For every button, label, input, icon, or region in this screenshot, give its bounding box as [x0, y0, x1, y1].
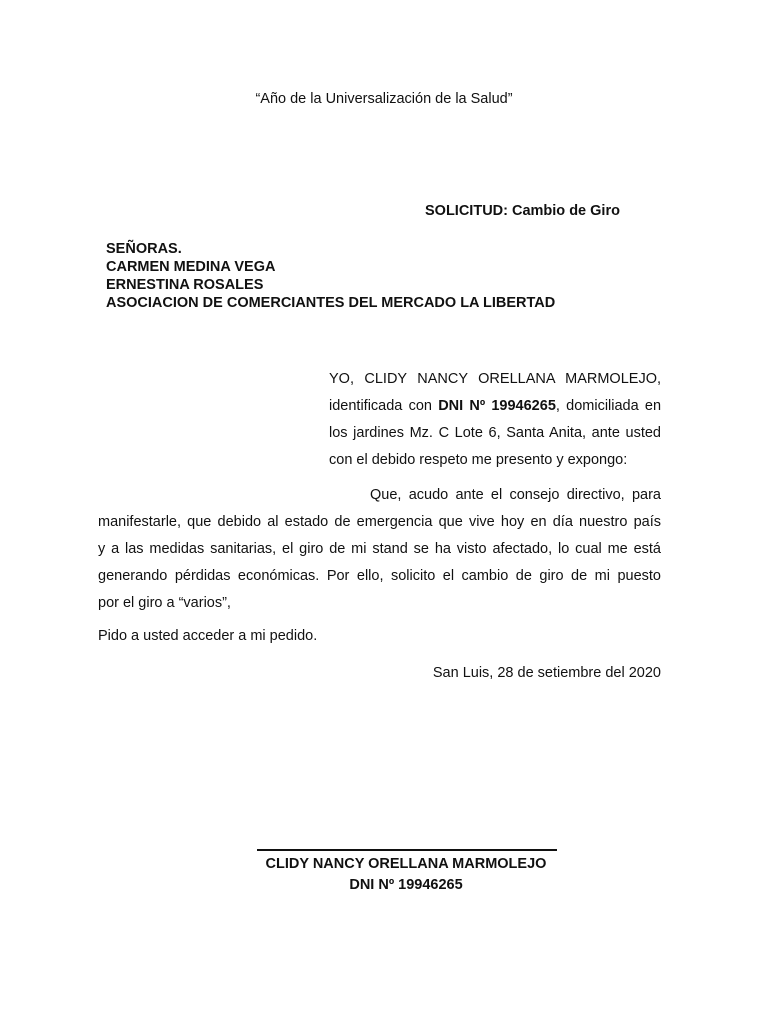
- recipients-block: [106, 240, 555, 312]
- signature-dni: DNI Nº 19946265: [349, 877, 463, 893]
- body-line: por el giro a “varios”,: [98, 595, 231, 611]
- intro-line: YO, CLIDY NANCY ORELLANA MARMOLEJO,: [329, 371, 661, 387]
- body-line: manifestarle, que debido al estado de emergencia que vive hoy en día nuestro país: [98, 514, 661, 530]
- intro-line: [329, 393, 661, 420]
- subject-line: SOLICITUD: Cambio de Giro: [425, 203, 620, 219]
- intro-line: los jardines Mz. C Lote 6, Santa Anita, ante usted: [329, 425, 661, 441]
- closing-sentence: Pido a usted acceder a mi pedido.: [98, 628, 318, 644]
- body-line: generando pérdidas económicas. Por ello, solicito el cambio de giro de mi puesto: [98, 568, 661, 584]
- intro-text: , domiciliada en: [555, 398, 662, 414]
- recipient-salutation: SEÑORAS.: [106, 241, 182, 257]
- recipient-organization: ASOCIACION DE COMERCIANTES DEL MERCADO LA LIBERTAD: [106, 295, 556, 311]
- intro-text: identificada con: [329, 398, 439, 414]
- signature-name: CLIDY NANCY ORELLANA MARMOLEJO: [265, 856, 547, 872]
- intro-paragraph: [329, 366, 661, 474]
- place-date: San Luis, 28 de setiembre del 2020: [432, 665, 661, 681]
- body-line: Que, acudo ante el consejo directivo, para: [370, 487, 661, 503]
- dni-number: DNI Nº 19946265: [438, 398, 556, 414]
- year-motto: “Año de la Universalización de la Salud”: [255, 91, 513, 107]
- intro-line: con el debido respeto me presento y expongo:: [329, 452, 628, 468]
- body-paragraph: [98, 482, 661, 617]
- recipient-name: CARMEN MEDINA VEGA: [106, 259, 276, 275]
- body-line: y a las medidas sanitarias, el giro de mi stand se ha visto afectado, lo cual me está: [98, 541, 661, 557]
- recipient-name: ERNESTINA ROSALES: [106, 277, 264, 293]
- signature-line: [257, 849, 557, 851]
